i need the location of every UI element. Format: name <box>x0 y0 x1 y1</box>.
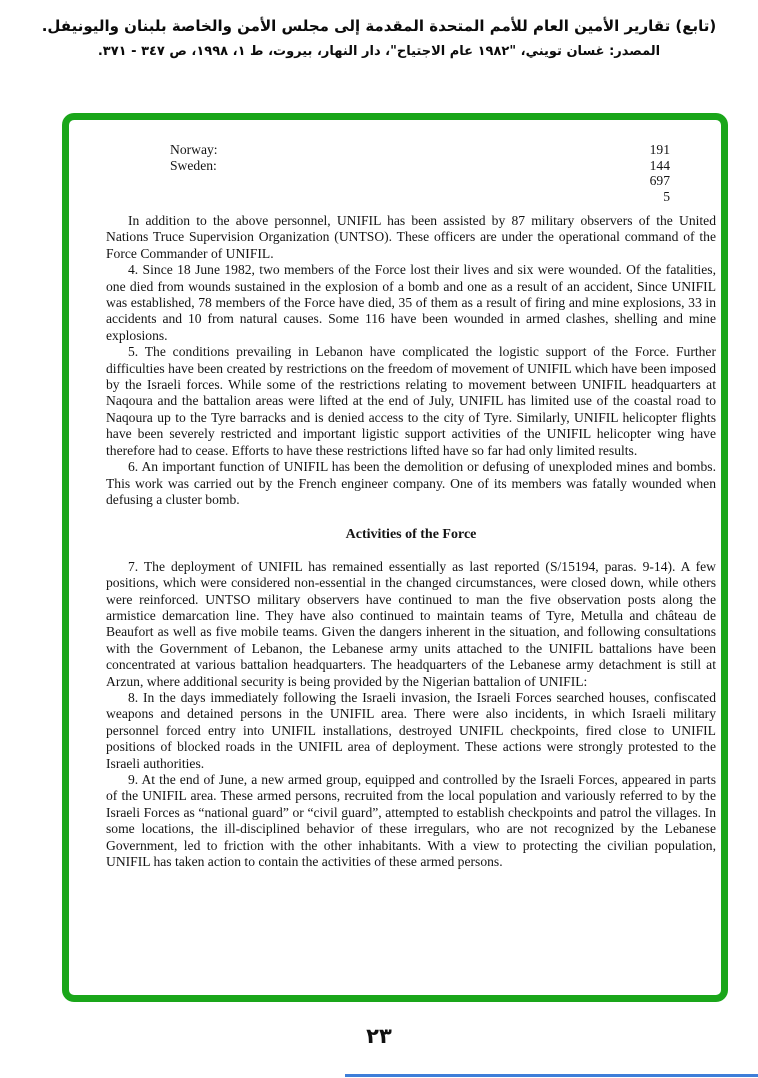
troop-count: 5 <box>663 188 670 204</box>
paragraph-8-incidents: 8. In the days immediately following the Israeli invasion, the Israeli Forces searched houses, confiscated weapons and detained persons in the UNIFIL area. There were also incidents, in which Israeli military personnel forced entry into UNIFIL installations, destroyed UNIFIL checkpoints, fired close to UNIFIL positions of blocked roads in the UNIFIL area of deployment. These actions were strongly protested to the Israeli authorities. <box>106 689 716 771</box>
page-number: ٢٣ <box>366 1024 392 1048</box>
list-item <box>106 142 716 158</box>
section-heading-activities: Activities of the Force <box>345 527 477 543</box>
paragraph-6-demolition: 6. An important function of UNIFIL has been the demolition or defusing of unexploded mines and bombs. This work was carried out by the French engineer company. One of its members was fatally wounded when defusing a cluster bomb. <box>106 459 716 507</box>
document-body <box>69 120 721 870</box>
troop-count: 697 <box>649 173 670 188</box>
arabic-header-title: (تابع) تقارير الأمين العام للأمم المتحدة المقدمة إلى مجلس الأمن والخاصة بلبنان واليونيفل. <box>41 17 717 35</box>
bottom-blue-divider <box>345 1074 758 1077</box>
arabic-header <box>0 14 758 63</box>
list-item <box>106 158 716 174</box>
paragraph-7-deployment: 7. The deployment of UNIFIL has remained essentially as last reported (S/15194, paras. 9-14). A few positions, which were considered non-essential in the changed circumstances, were closed down, while others were reinforced. UNTSO military observers have continued to man the five observation posts along the armistice demarcation line. They have also continued to maintain teams of Tyre, Metulla and château de Beaufort as well as five mobile teams. Given the dangers inherent in the situation, and following consultations with the Government of Lebanon, the Lebanese army units attached to the UNIFIL battalions have been concentrated at various battalion headquarters. The headquarters of the Lebanese army detachment is still at Arzun, where additional security is being provided by the Nigerian battalion of UNIFIL: <box>106 558 716 689</box>
list-item <box>106 173 716 189</box>
troop-count: 191 <box>649 142 670 157</box>
troop-contribution-list <box>106 142 716 204</box>
paragraph-9-armed-group: 9. At the end of June, a new armed group, equipped and controlled by the Israeli Forces, appeared in parts of the UNIFIL area. These armed persons, recruited from the local population and variously referred to by the Israeli Forces as “national guard” or “civil guard”, attempted to establish checkpoints and patrol the villages. In some locations, the ill-disciplined behavior of these irregulars, who are not recognized by the Lebanese Government, led to friction with the other inhabitants. With a view to protecting the civilian population, UNIFIL has taken action to contain the activities of these armed persons. <box>106 772 716 870</box>
troop-count: 144 <box>649 157 670 173</box>
list-item <box>106 189 716 205</box>
arabic-header-source: المصدر: غسان تويني، "١٩٨٢ عام الاجتياح"، دار النهار، بيروت، ط ١، ١٩٩٨، ص ٣٤٧ - ٣٧١. <box>97 44 661 59</box>
country-label: Sweden: <box>170 157 217 173</box>
paragraph-untso: In addition to the above personnel, UNIFIL has been assisted by 87 military observers of the United Nations Truce Supervision Organization (UNTSO). These officers are under the operational command of the Force Commander of UNIFIL. <box>106 213 716 261</box>
paragraph-4-casualties: 4. Since 18 June 1982, two members of the Force lost their lives and six were wounded. Of the fatalities, one died from wounds sustained in the explosion of a bomb and one as a result of an accident, Since UNIFIL was established, 78 members of the Force have died, 35 of them as a result of firing and mine explosions, 33 in accidents and 10 from natural causes. Some 116 have been wounded in armed clashes, shelling and mine explosions. <box>106 262 716 343</box>
paragraph-5-logistics: 5. The conditions prevailing in Lebanon have complicated the logistic support of the Force. Further difficulties have been created by restrictions on the freedom of movement of UNIFIL which have been imposed by the Israeli forces. While some of the restrictions relating to movement between UNIFIL headquarters at Naqoura and the battalion areas were lifted at the end of July, UNIFIL has limited use of the coastal road to Naqoura up to the Tyre barracks and is denied access to the city of Tyre. Similarly, UNIFIL helicopter flights have been severely restricted and important ligistic support activities of the UNIFIL helicopter wing have therefore had to cease. Efforts to have these restrictions lifted have so far had only limited results. <box>106 344 716 458</box>
country-label: Norway: <box>170 142 218 157</box>
green-border-frame <box>62 113 728 1002</box>
